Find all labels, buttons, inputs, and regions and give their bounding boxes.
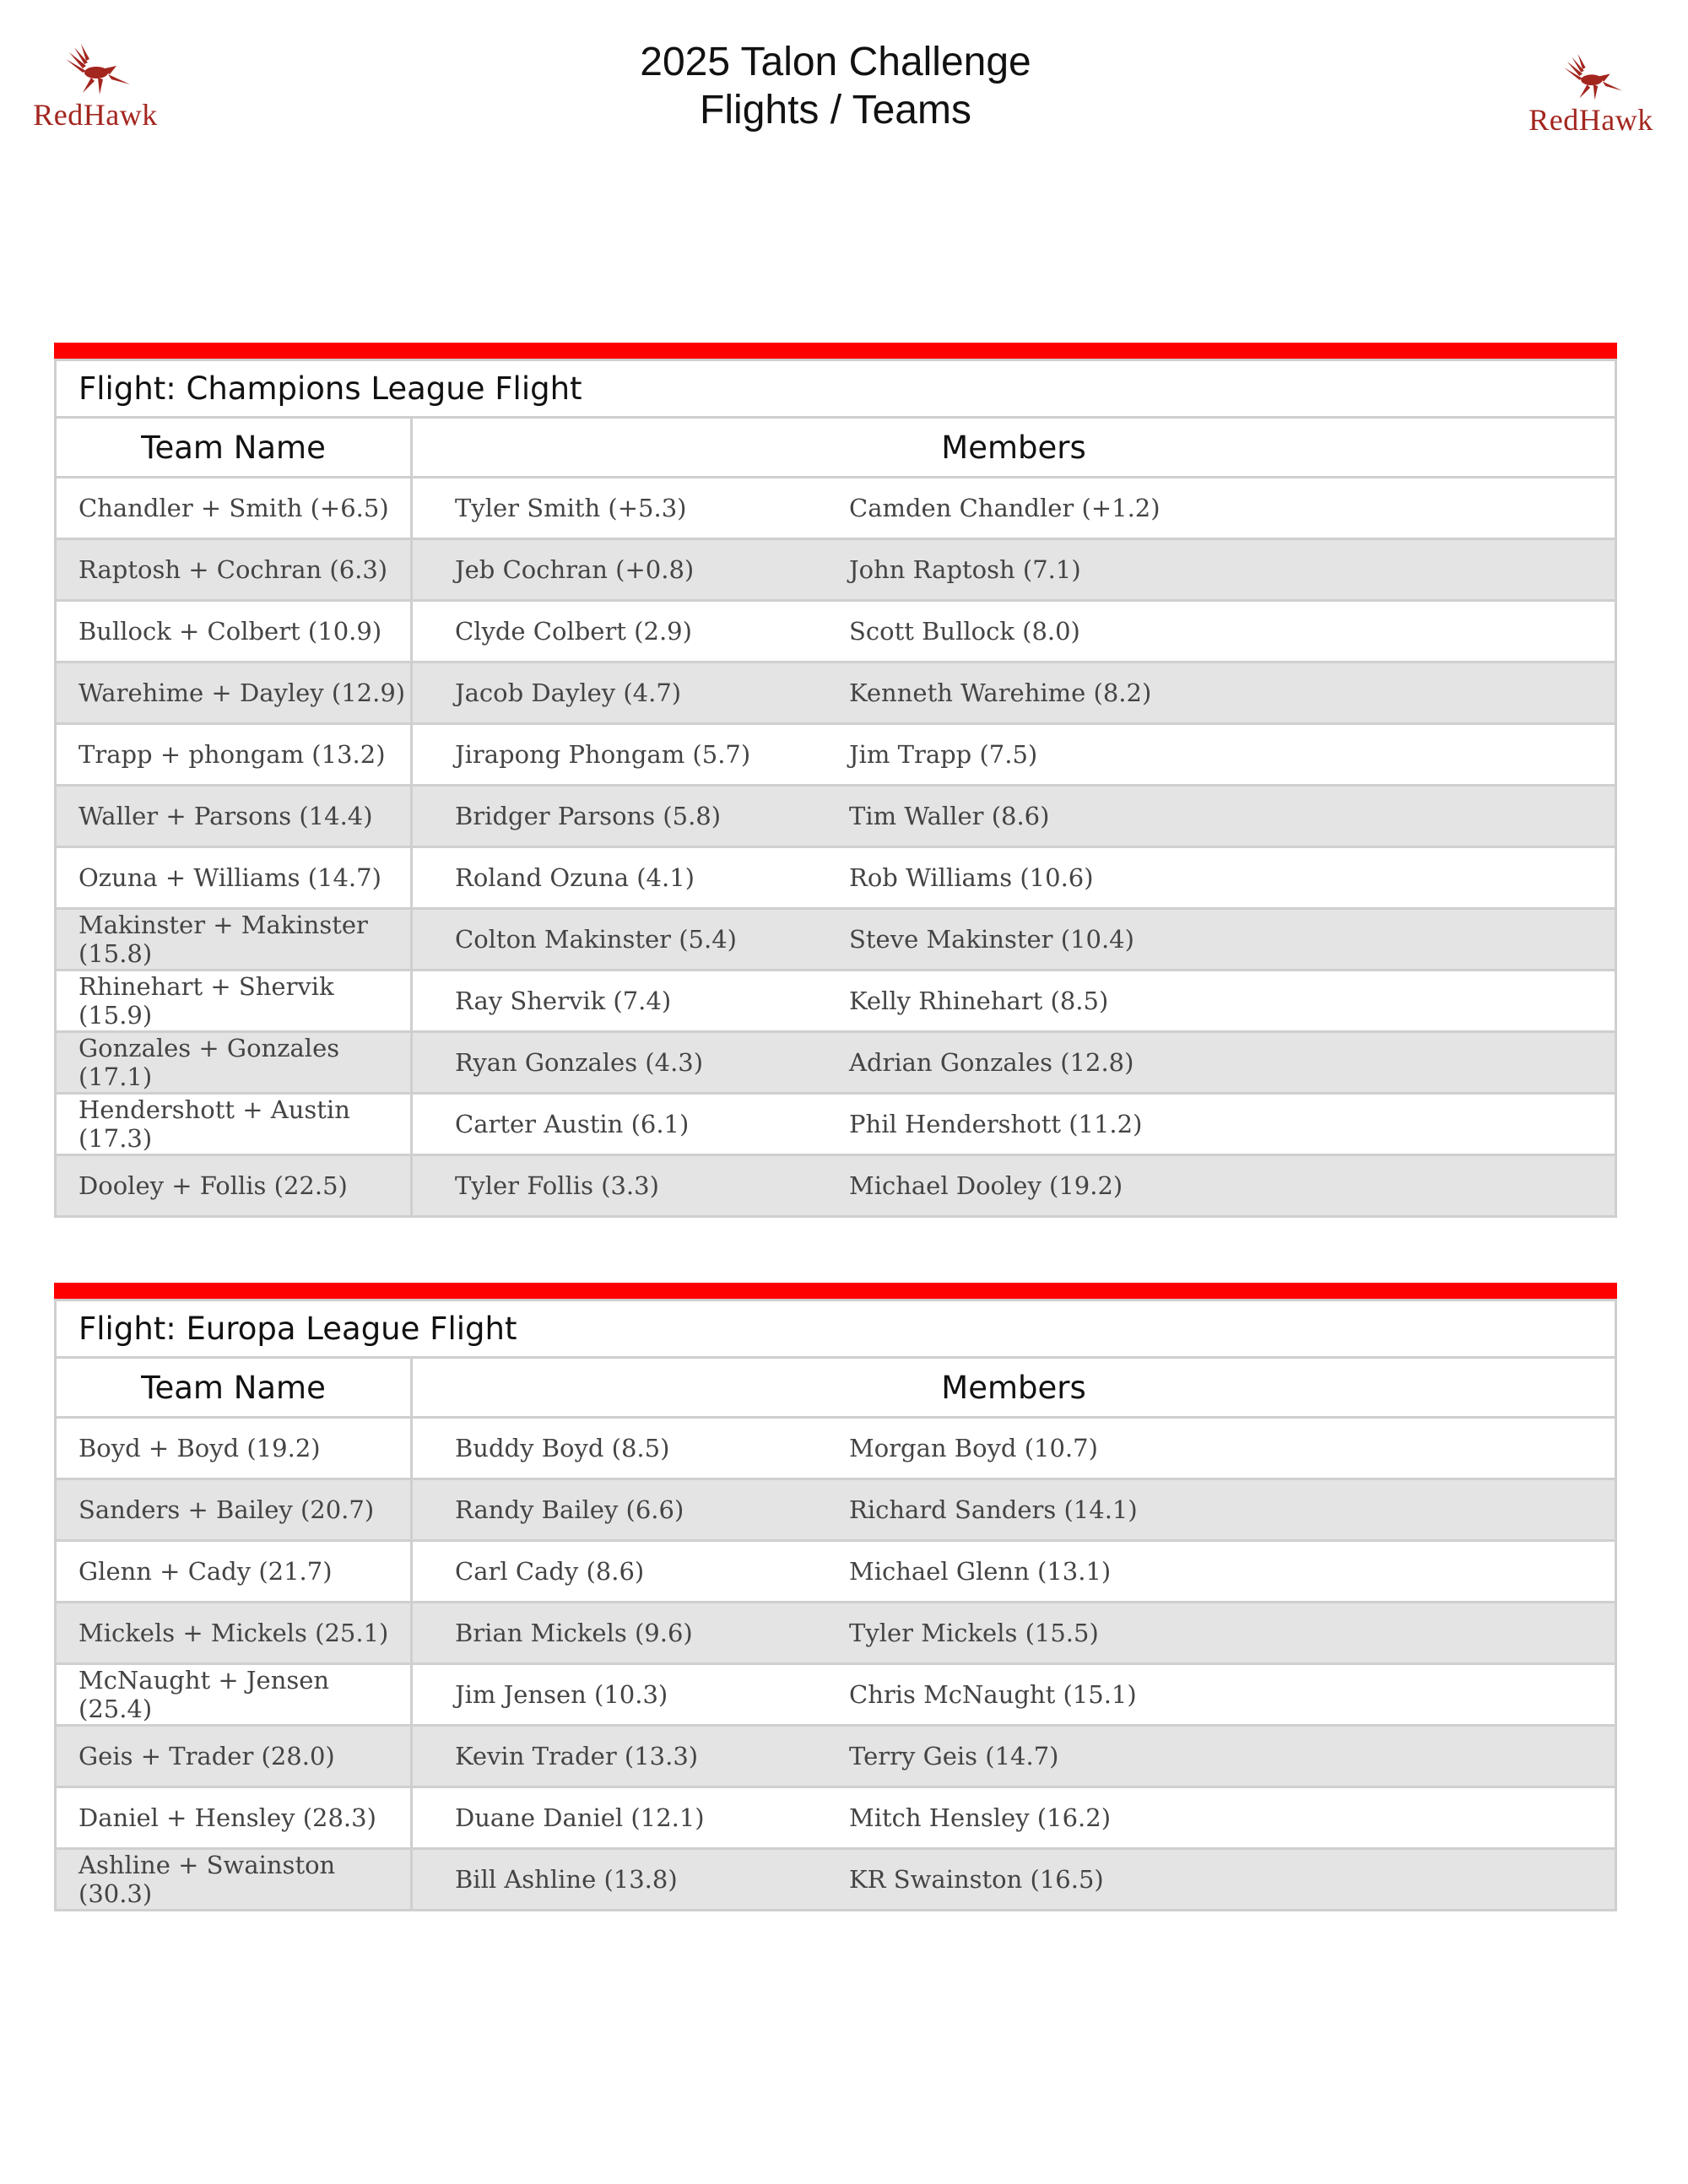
members-cell (412, 478, 1616, 539)
table-row (56, 1726, 1616, 1787)
member-2: Terry Geis (14.7) (849, 1742, 1059, 1770)
member-1: Colton Makinster (5.4) (455, 925, 737, 954)
table-row (56, 1094, 1616, 1155)
table-row (56, 909, 1616, 970)
members-cell (412, 847, 1616, 909)
team-name-cell: Chandler + Smith (+6.5) (56, 478, 412, 539)
member-2: Phil Hendershott (11.2) (849, 1110, 1143, 1138)
member-2: Mitch Hensley (16.2) (849, 1803, 1112, 1832)
members-cell (412, 1849, 1616, 1911)
team-name-cell: Sanders + Bailey (20.7) (56, 1479, 412, 1541)
team-name-cell: Daniel + Hensley (28.3) (56, 1787, 412, 1849)
member-1: Buddy Boyd (8.5) (455, 1434, 670, 1462)
member-2: Tim Waller (8.6) (849, 802, 1050, 830)
column-header-members: Members (412, 418, 1616, 478)
members-cell (412, 1032, 1616, 1094)
member-2: Morgan Boyd (10.7) (849, 1434, 1098, 1462)
table-row (56, 1155, 1616, 1217)
member-1: Tyler Follis (3.3) (455, 1171, 659, 1200)
member-1: Ryan Gonzales (4.3) (455, 1048, 704, 1077)
table-row (56, 1032, 1616, 1094)
team-name-cell: Rhinehart + Shervik (15.9) (56, 970, 412, 1032)
member-2: Tyler Mickels (15.5) (849, 1619, 1099, 1647)
team-name-cell: Dooley + Follis (22.5) (56, 1155, 412, 1217)
team-name-cell: Trapp + phongam (13.2) (56, 724, 412, 786)
flight-accent-bar (54, 1283, 1617, 1299)
logo-text: RedHawk (33, 98, 158, 132)
member-1: Bridger Parsons (5.8) (455, 802, 722, 830)
member-1: Randy Bailey (6.6) (455, 1495, 684, 1524)
table-row (56, 1541, 1616, 1603)
team-name-cell: Geis + Trader (28.0) (56, 1726, 412, 1787)
team-name-cell: Ashline + Swainston (30.3) (56, 1849, 412, 1911)
member-1: Clyde Colbert (2.9) (455, 617, 692, 646)
member-1: Brian Mickels (9.6) (455, 1619, 693, 1647)
team-name-cell: Glenn + Cady (21.7) (56, 1541, 412, 1603)
member-1: Jeb Cochran (+0.8) (455, 555, 695, 584)
table-row (56, 1664, 1616, 1726)
members-cell (412, 1541, 1616, 1603)
column-header-team: Team Name (56, 418, 412, 478)
member-1: Ray Shervik (7.4) (455, 987, 672, 1015)
team-name-cell: McNaught + Jensen (25.4) (56, 1664, 412, 1726)
team-name-cell: Waller + Parsons (14.4) (56, 786, 412, 847)
table-row (56, 662, 1616, 724)
member-2: John Raptosh (7.1) (849, 555, 1081, 584)
table-row (56, 1479, 1616, 1541)
table-row (56, 539, 1616, 601)
team-name-cell: Ozuna + Williams (14.7) (56, 847, 412, 909)
table-row (56, 1787, 1616, 1849)
members-cell (412, 1479, 1616, 1541)
table-row (56, 970, 1616, 1032)
members-cell (412, 1094, 1616, 1155)
team-name-cell: Makinster + Makinster (15.8) (56, 909, 412, 970)
team-name-cell: Mickels + Mickels (25.1) (56, 1603, 412, 1664)
members-cell (412, 724, 1616, 786)
members-cell (412, 1787, 1616, 1849)
member-2: Kelly Rhinehart (8.5) (849, 987, 1109, 1015)
flight-title: Flight: Europa League Flight (56, 1300, 1616, 1358)
members-cell (412, 909, 1616, 970)
member-1: Jirapong Phongam (5.7) (455, 740, 751, 769)
team-name-cell: Raptosh + Cochran (6.3) (56, 539, 412, 601)
member-2: Michael Dooley (19.2) (849, 1171, 1123, 1200)
table-row (56, 1418, 1616, 1479)
member-1: Carl Cady (8.6) (455, 1557, 645, 1586)
redhawk-logo-left (24, 41, 167, 130)
table-row (56, 1603, 1616, 1664)
member-1: Carter Austin (6.1) (455, 1110, 690, 1138)
column-header-members: Members (412, 1358, 1616, 1418)
members-cell (412, 539, 1616, 601)
member-2: Adrian Gonzales (12.8) (849, 1048, 1134, 1077)
member-2: Scott Bullock (8.0) (849, 617, 1080, 646)
hawk-icon (49, 41, 142, 100)
flight-rows (56, 478, 1616, 1217)
table-row (56, 1849, 1616, 1911)
team-name-cell: Warehime + Dayley (12.9) (56, 662, 412, 724)
member-2: Kenneth Warehime (8.2) (849, 678, 1152, 707)
hawk-icon (1549, 51, 1633, 105)
member-2: Steve Makinster (10.4) (849, 925, 1134, 954)
member-1: Jim Jensen (10.3) (455, 1680, 668, 1709)
members-cell (412, 601, 1616, 662)
column-header-team: Team Name (56, 1358, 412, 1418)
member-2: Chris McNaught (15.1) (849, 1680, 1137, 1709)
team-name-cell: Boyd + Boyd (19.2) (56, 1418, 412, 1479)
table-row (56, 724, 1616, 786)
members-cell (412, 786, 1616, 847)
member-1: Roland Ozuna (4.1) (455, 863, 695, 892)
table-row (56, 847, 1616, 909)
page-title-line-2: Flights / Teams (700, 88, 971, 132)
flight-table (54, 359, 1617, 1218)
members-cell (412, 1418, 1616, 1479)
page-title (506, 38, 1165, 134)
member-2: Camden Chandler (+1.2) (849, 494, 1160, 522)
page-title-line-1: 2025 Talon Challenge (640, 40, 1031, 84)
member-2: Rob Williams (10.6) (849, 863, 1094, 892)
member-1: Jacob Dayley (4.7) (455, 678, 682, 707)
team-name-cell: Bullock + Colbert (10.9) (56, 601, 412, 662)
team-name-cell: Hendershott + Austin (17.3) (56, 1094, 412, 1155)
member-1: Bill Ashline (13.8) (455, 1865, 678, 1894)
member-2: KR Swainston (16.5) (849, 1865, 1104, 1894)
member-2: Richard Sanders (14.1) (849, 1495, 1138, 1524)
flight-section (54, 1283, 1617, 1911)
logo-text: RedHawk (1528, 103, 1653, 137)
members-cell (412, 1603, 1616, 1664)
member-2: Jim Trapp (7.5) (849, 740, 1038, 769)
flight-section (54, 343, 1617, 1218)
member-2: Michael Glenn (13.1) (849, 1557, 1112, 1586)
redhawk-logo-right (1519, 51, 1663, 135)
members-cell (412, 970, 1616, 1032)
table-row (56, 478, 1616, 539)
member-1: Duane Daniel (12.1) (455, 1803, 705, 1832)
flight-accent-bar (54, 343, 1617, 359)
member-1: Tyler Smith (+5.3) (455, 494, 687, 522)
flight-title: Flight: Champions League Flight (56, 360, 1616, 418)
members-cell (412, 1155, 1616, 1217)
members-cell (412, 1726, 1616, 1787)
flight-table (54, 1299, 1617, 1911)
member-1: Kevin Trader (13.3) (455, 1742, 699, 1770)
members-cell (412, 1664, 1616, 1726)
flight-rows (56, 1418, 1616, 1911)
team-name-cell: Gonzales + Gonzales (17.1) (56, 1032, 412, 1094)
members-cell (412, 662, 1616, 724)
table-row (56, 601, 1616, 662)
table-row (56, 786, 1616, 847)
